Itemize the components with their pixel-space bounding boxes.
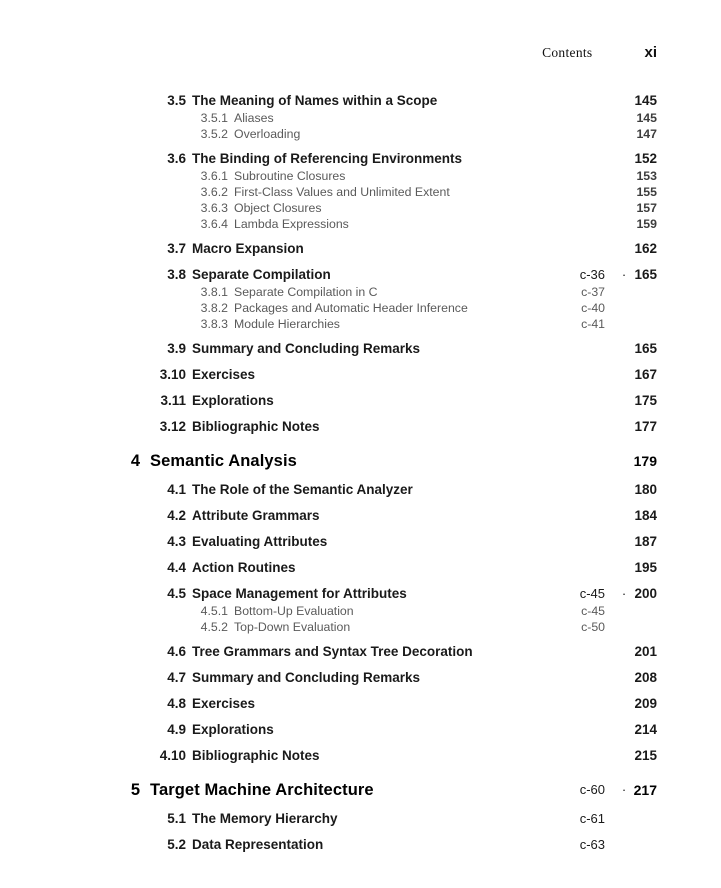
toc-entry-title: The Binding of Referencing Environments <box>192 151 463 166</box>
toc-entry-number: 5.1 <box>167 811 186 826</box>
toc-entry-number: 3.7 <box>167 241 186 256</box>
toc-entry-page-number: 208 <box>634 670 657 685</box>
toc-entry-subsection[interactable] <box>0 126 721 142</box>
toc-entry-title: The Memory Hierarchy <box>192 811 338 826</box>
toc-entry-subsection[interactable] <box>0 619 721 635</box>
toc-entry-number: 4.2 <box>167 508 186 523</box>
toc-entry-page-number: 167 <box>634 367 657 382</box>
toc-entry-number: 5 <box>130 781 140 799</box>
toc-entry-title: Aliases <box>234 111 274 125</box>
toc-entry-title: Module Hierarchies <box>234 317 340 331</box>
toc-entry-number: 3.9 <box>167 341 186 356</box>
toc-entry-number: 4.6 <box>167 644 186 659</box>
toc-entry-section[interactable] <box>0 643 721 661</box>
toc-entry-subsection[interactable] <box>0 168 721 184</box>
toc-entry-title: Bibliographic Notes <box>192 419 320 434</box>
toc-entry-number: 3.5.1 <box>200 111 228 125</box>
toc-entry-number: 3.5.2 <box>200 127 228 141</box>
toc-entry-number: 4.1 <box>167 482 186 497</box>
toc-entry-number: 3.5 <box>167 93 186 108</box>
toc-entry-section[interactable] <box>0 559 721 577</box>
toc-entry-page-number: 145 <box>636 111 657 125</box>
toc-entry-page-number: 179 <box>633 453 657 469</box>
toc-entry-page-number: 215 <box>634 748 657 763</box>
toc-entry-subsection[interactable] <box>0 284 721 300</box>
toc-entry-page-number: 184 <box>634 508 657 523</box>
toc-entry-number: 4.5 <box>167 586 186 601</box>
running-head <box>0 44 657 61</box>
toc-entry-page-number: 157 <box>636 201 657 215</box>
toc-entry-subsection[interactable] <box>0 200 721 216</box>
toc-entry-title: Action Routines <box>192 560 296 575</box>
toc-entry-number: 3.8.1 <box>200 285 228 299</box>
toc-entry-subsection[interactable] <box>0 184 721 200</box>
toc-entry-section[interactable] <box>0 585 721 603</box>
toc-entry-companion-ref: c-45 <box>579 586 605 601</box>
toc-entry-page-number: 162 <box>634 241 657 256</box>
toc-entry-title: Target Machine Architecture <box>150 781 374 799</box>
toc-entry-subsection[interactable] <box>0 603 721 619</box>
toc-entry-title: Bottom-Up Evaluation <box>234 604 354 618</box>
toc-entry-number: 3.6.2 <box>200 185 228 199</box>
toc-entry-title: Summary and Concluding Remarks <box>192 341 421 356</box>
toc-entry-page-number: 177 <box>634 419 657 434</box>
toc-entry-subsection[interactable] <box>0 216 721 232</box>
toc-entry-chapter[interactable] <box>0 449 721 473</box>
toc-entry-title: The Meaning of Names within a Scope <box>192 93 438 108</box>
toc-entry-page-number: 187 <box>634 534 657 549</box>
toc-entry-title: The Role of the Semantic Analyzer <box>192 482 413 497</box>
toc-entry-companion-ref: c-50 <box>581 620 605 634</box>
toc-entry-companion-ref: c-61 <box>579 811 605 826</box>
toc-entry-section[interactable] <box>0 150 721 168</box>
toc-entry-title: Packages and Automatic Header Inference <box>234 301 468 315</box>
toc-entry-section[interactable] <box>0 340 721 358</box>
toc-entry-separator-dot: · <box>621 586 627 601</box>
toc-entry-companion-ref: c-60 <box>579 782 605 797</box>
toc-entry-title: Separate Compilation in C <box>234 285 378 299</box>
toc-entry-title: Separate Compilation <box>192 267 331 282</box>
toc-entry-number: 3.6.4 <box>200 217 228 231</box>
toc-entry-title: Space Management for Attributes <box>192 586 407 601</box>
toc-entry-section[interactable] <box>0 747 721 765</box>
toc-entry-section[interactable] <box>0 240 721 258</box>
toc-entry-number: 3.12 <box>159 419 186 434</box>
toc-entry-page-number: 175 <box>634 393 657 408</box>
toc-entry-title: Object Closures <box>234 201 322 215</box>
toc-entry-page-number: 153 <box>636 169 657 183</box>
toc-entry-title: First-Class Values and Unlimited Extent <box>234 185 450 199</box>
toc-entry-number: 4.10 <box>159 748 186 763</box>
toc-entry-chapter[interactable] <box>0 778 721 802</box>
toc-entry-title: Top-Down Evaluation <box>234 620 351 634</box>
toc-entry-title: Lambda Expressions <box>234 217 349 231</box>
toc-entry-section[interactable] <box>0 266 721 284</box>
toc-entry-number: 3.10 <box>159 367 186 382</box>
toc-entry-page-number: 180 <box>634 482 657 497</box>
toc-entry-section[interactable] <box>0 366 721 384</box>
toc-entry-number: 3.6 <box>167 151 186 166</box>
toc-entry-page-number: 155 <box>636 185 657 199</box>
toc-entry-title: Data Representation <box>192 837 324 852</box>
toc-entry-page-number: 214 <box>634 722 657 737</box>
toc-entry-section[interactable] <box>0 92 721 110</box>
toc-entry-title: Attribute Grammars <box>192 508 320 523</box>
toc-entry-section[interactable] <box>0 695 721 713</box>
toc-entry-section[interactable] <box>0 836 721 854</box>
toc-entry-number: 3.8 <box>167 267 186 282</box>
toc-entry-number: 4.9 <box>167 722 186 737</box>
toc-entry-page-number: 152 <box>634 151 657 166</box>
toc-entry-companion-ref: c-41 <box>581 317 605 331</box>
toc-entry-companion-ref: c-36 <box>579 267 605 282</box>
toc-entry-page-number: 159 <box>636 217 657 231</box>
toc-entry-number: 3.8.2 <box>200 301 228 315</box>
toc-entry-number: 4.7 <box>167 670 186 685</box>
toc-entry-companion-ref: c-40 <box>581 301 605 315</box>
toc-entry-section[interactable] <box>0 669 721 687</box>
toc-entry-title: Subroutine Closures <box>234 169 346 183</box>
toc-entry-number: 4.8 <box>167 696 186 711</box>
toc-entry-section[interactable] <box>0 507 721 525</box>
toc-entry-section[interactable] <box>0 392 721 410</box>
toc-entry-separator-dot: · <box>621 782 627 797</box>
table-of-contents <box>0 92 721 854</box>
toc-entry-number: 3.6.1 <box>200 169 228 183</box>
toc-entry-section[interactable] <box>0 810 721 828</box>
toc-entry-subsection[interactable] <box>0 316 721 332</box>
toc-entry-title: Evaluating Attributes <box>192 534 328 549</box>
toc-entry-number: 4.5.1 <box>200 604 228 618</box>
toc-entry-section[interactable] <box>0 721 721 739</box>
toc-entry-title: Exercises <box>192 367 256 382</box>
toc-entry-title: Bibliographic Notes <box>192 748 320 763</box>
toc-entry-section[interactable] <box>0 418 721 436</box>
toc-entry-page-number: 147 <box>636 127 657 141</box>
toc-entry-title: Exercises <box>192 696 256 711</box>
toc-entry-section[interactable] <box>0 481 721 499</box>
toc-entry-page-number: 195 <box>634 560 657 575</box>
toc-entry-number: 3.8.3 <box>200 317 228 331</box>
toc-entry-companion-ref: c-63 <box>579 837 605 852</box>
toc-entry-number: 3.11 <box>160 393 186 408</box>
toc-entry-page-number: 200 <box>634 586 657 601</box>
toc-entry-number: 4.4 <box>167 560 186 575</box>
toc-entry-page-number: 217 <box>633 782 657 798</box>
toc-entry-page-number: 209 <box>634 696 657 711</box>
running-head-label: Contents <box>542 45 593 60</box>
toc-entry-title: Macro Expansion <box>192 241 304 256</box>
toc-entry-section[interactable] <box>0 533 721 551</box>
toc-entry-title: Explorations <box>192 393 274 408</box>
toc-entry-separator-dot: · <box>621 267 627 282</box>
toc-entry-page-number: 165 <box>634 267 657 282</box>
toc-entry-title: Overloading <box>234 127 301 141</box>
toc-entry-title: Semantic Analysis <box>150 452 297 470</box>
toc-entry-title: Summary and Concluding Remarks <box>192 670 421 685</box>
toc-entry-title: Tree Grammars and Syntax Tree Decoration <box>192 644 473 659</box>
toc-entry-number: 4.5.2 <box>200 620 228 634</box>
toc-entry-number: 3.6.3 <box>200 201 228 215</box>
toc-entry-number: 5.2 <box>167 837 186 852</box>
page-folio: xi <box>644 44 657 61</box>
toc-entry-page-number: 165 <box>634 341 657 356</box>
toc-entry-subsection[interactable] <box>0 300 721 316</box>
toc-entry-number: 4.3 <box>167 534 186 549</box>
toc-entry-page-number: 201 <box>634 644 657 659</box>
toc-entry-title: Explorations <box>192 722 274 737</box>
toc-entry-companion-ref: c-45 <box>581 604 605 618</box>
toc-entry-companion-ref: c-37 <box>581 285 605 299</box>
toc-entry-number: 4 <box>130 452 140 470</box>
toc-entry-page-number: 145 <box>634 93 657 108</box>
toc-entry-subsection[interactable] <box>0 110 721 126</box>
